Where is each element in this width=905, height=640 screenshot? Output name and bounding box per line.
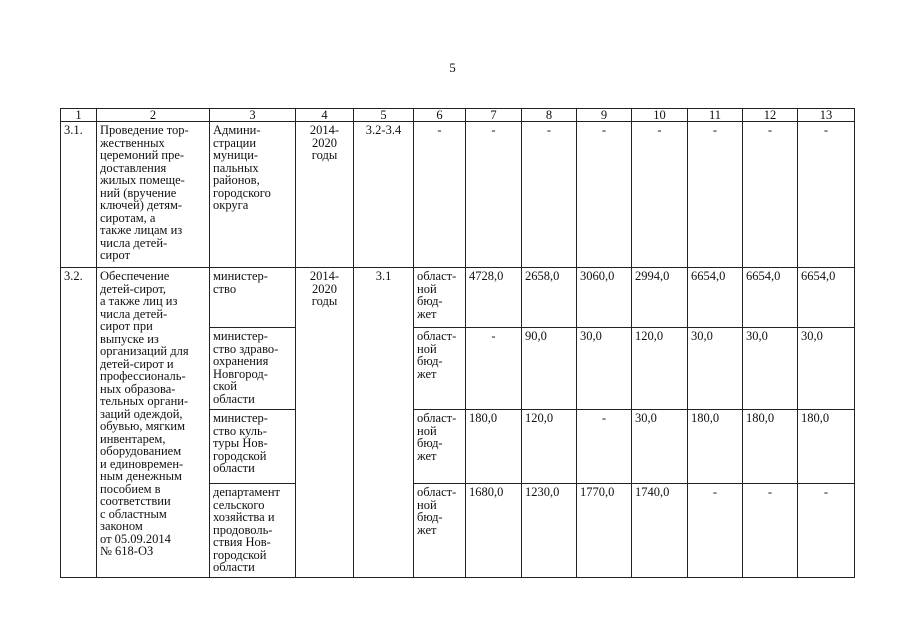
value-cell: 120,0 [522, 410, 577, 484]
value-cell: - [632, 122, 688, 268]
header-cell: 9 [577, 109, 632, 122]
value-cell: 1770,0 [577, 484, 632, 578]
table-row [61, 268, 855, 328]
value-cell: 180,0 [798, 410, 855, 484]
source-cell: област- ной бюд- жет [414, 410, 466, 484]
value-cell: 30,0 [688, 328, 743, 410]
source-cell: област- ной бюд- жет [414, 268, 466, 328]
header-cell: 7 [466, 109, 522, 122]
header-cell: 5 [354, 109, 414, 122]
value-cell: - [798, 484, 855, 578]
value-cell: 6654,0 [688, 268, 743, 328]
source-cell: - [414, 122, 466, 268]
value-cell: - [466, 122, 522, 268]
executor-cell: Админи- страции муници- пальных районов, городского округа [210, 122, 296, 268]
value-cell: - [577, 410, 632, 484]
value-cell: - [743, 484, 798, 578]
value-cell: 120,0 [632, 328, 688, 410]
value-cell: - [743, 122, 798, 268]
header-row [61, 109, 855, 122]
value-cell: 30,0 [798, 328, 855, 410]
header-cell: 4 [296, 109, 354, 122]
source-cell: област- ной бюд- жет [414, 484, 466, 578]
page-number: 5 [449, 60, 456, 75]
value-cell: - [577, 122, 632, 268]
header-cell: 13 [798, 109, 855, 122]
executor-cell: министер- ство [210, 268, 296, 328]
header-cell: 8 [522, 109, 577, 122]
value-cell: 4728,0 [466, 268, 522, 328]
value-cell: - [688, 484, 743, 578]
value-cell: 180,0 [466, 410, 522, 484]
header-cell: 12 [743, 109, 798, 122]
header-cell: 3 [210, 109, 296, 122]
value-cell: - [798, 122, 855, 268]
indicator-cell: 3.2-3.4 [354, 122, 414, 268]
value-cell: 1230,0 [522, 484, 577, 578]
value-cell: 3060,0 [577, 268, 632, 328]
value-cell: 30,0 [632, 410, 688, 484]
value-cell: 30,0 [577, 328, 632, 410]
value-cell: 180,0 [743, 410, 798, 484]
row-number: 3.1. [61, 122, 97, 268]
executor-cell: министер- ство куль- туры Нов- городской области [210, 410, 296, 484]
value-cell: - [466, 328, 522, 410]
header-cell: 11 [688, 109, 743, 122]
header-cell: 6 [414, 109, 466, 122]
value-cell: 2994,0 [632, 268, 688, 328]
event-cell: Обеспечение детей-сирот, а также лиц из числа детей- сирот при выпуске из организаций для детей-сирот и профессиональ- ных образова- тельных органи- заций одеждой, обувью, мягким инвентарем, оборудованием и единовремен- ным денежным пособием в соответствии с областным законом от 05.09.2014 № 618-ОЗ [97, 268, 210, 578]
header-cell: 1 [61, 109, 97, 122]
value-cell: - [522, 122, 577, 268]
value-cell: 1740,0 [632, 484, 688, 578]
value-cell: 30,0 [743, 328, 798, 410]
executor-cell: министер- ство здраво- охранения Новгород- ской области [210, 328, 296, 410]
event-cell: Проведение тор- жественных церемоний пре- доставления жилых помеще- ний (вручение ключей) детям- сиротам, а также лицам из числа детей- сирот [97, 122, 210, 268]
value-cell: 90,0 [522, 328, 577, 410]
period-cell: 2014- 2020 годы [296, 268, 354, 578]
header-cell: 2 [97, 109, 210, 122]
value-cell: 180,0 [688, 410, 743, 484]
row-number: 3.2. [61, 268, 97, 578]
source-cell: област- ной бюд- жет [414, 328, 466, 410]
value-cell: 2658,0 [522, 268, 577, 328]
period-cell: 2014- 2020 годы [296, 122, 354, 268]
program-table [60, 108, 855, 578]
table-row [61, 122, 855, 268]
value-cell: - [688, 122, 743, 268]
value-cell: 1680,0 [466, 484, 522, 578]
indicator-cell: 3.1 [354, 268, 414, 578]
value-cell: 6654,0 [798, 268, 855, 328]
header-cell: 10 [632, 109, 688, 122]
executor-cell: департамент сельского хозяйства и продоволь- ствия Нов- городской области [210, 484, 296, 578]
value-cell: 6654,0 [743, 268, 798, 328]
